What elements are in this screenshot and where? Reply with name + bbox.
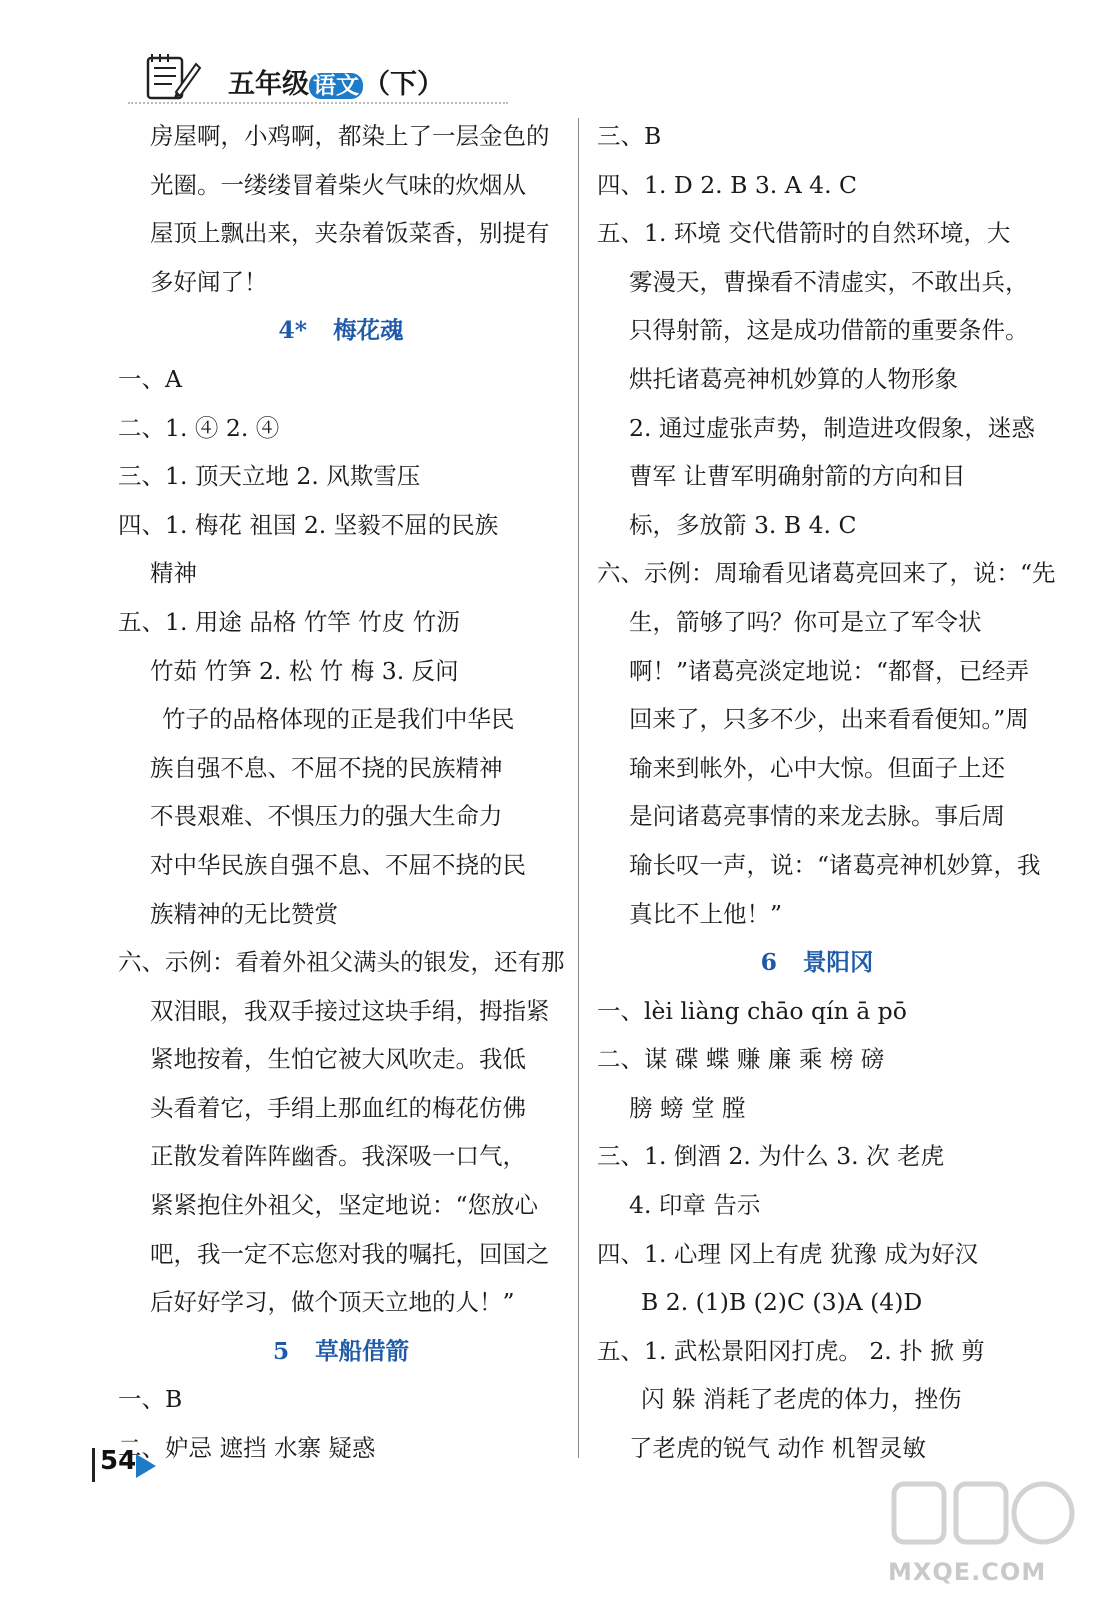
header-volume: （下）: [363, 69, 444, 100]
answer-line: 膀 螃 堂 膛: [629, 1093, 746, 1122]
answer-line: 不畏艰难、不惧压力的强大生命力: [150, 802, 503, 831]
answer-line: 二、谋 碟 蝶 赚 廉 乘 榜 磅: [597, 1045, 885, 1074]
answer-line: 紧紧抱住外祖父，坚定地说：“您放心: [150, 1191, 539, 1220]
answer-line: 4. 印章 告示: [629, 1191, 761, 1220]
answer-line: 屋顶上飘出来，夹杂着饭菜香，别提有: [150, 219, 550, 248]
answer-line: 雾漫天，曹操看不清虚实，不敢出兵，: [629, 267, 1029, 296]
header-rule: [128, 102, 508, 104]
answer-line: 紧地按着，生怕它被大风吹走。我低: [150, 1045, 526, 1074]
answer-line: 族精神的无比赞赏: [150, 899, 338, 928]
answer-line: 光圈。一缕缕冒着柴火气味的炊烟从: [150, 170, 526, 199]
answer-line: 了老虎的锐气 动作 机智灵敏: [629, 1434, 926, 1463]
answer-line: 是问诸葛亮事情的来龙去脉。事后周: [629, 802, 1005, 831]
answer-line: 2. 通过虚张声势，制造进攻假象，迷惑: [629, 413, 1035, 442]
answer-line: 二、妒忌 遮挡 水寨 疑惑: [118, 1434, 376, 1463]
section-title: 草船借箭: [315, 1336, 410, 1365]
answer-line: 六、示例：周瑜看见诸葛亮回来了，说：“先: [597, 559, 1056, 588]
right-column: [597, 112, 1056, 1473]
answer-line: 房屋啊，小鸡啊，都染上了一层金色的: [150, 122, 550, 150]
answer-line: 竹茹 竹笋 2. 松 竹 梅 3. 反问: [150, 656, 459, 685]
answer-line: 真比不上他！”: [629, 899, 783, 928]
header-title: [228, 62, 444, 101]
answer-line: 四、1. 梅花 祖国 2. 坚毅不屈的民族: [118, 510, 499, 539]
answer-line: 族自强不息、不屈不挠的民族精神: [150, 753, 503, 782]
answer-line: 只得射箭，这是成功借箭的重要条件。: [629, 316, 1029, 345]
answer-line: 吧，我一定不忘您对我的嘱托，回国之: [150, 1239, 550, 1268]
page-header: [128, 48, 518, 108]
section-number: 4*: [278, 316, 308, 345]
answer-line: 竹子的品格体现的正是我们中华民: [162, 705, 515, 734]
answer-line: 六、示例：看着外祖父满头的银发，还有那: [118, 948, 565, 977]
column-divider: [578, 118, 579, 1458]
arrow-icon: [136, 1454, 156, 1478]
answer-line: 精神: [150, 559, 197, 588]
answer-line: 后好好学习，做个顶天立地的人！”: [150, 1288, 515, 1317]
page-number: 54: [100, 1446, 137, 1476]
answer-line: B 2. (1)B (2)C (3)A (4)D: [641, 1288, 923, 1317]
answer-line: 三、1. 倒酒 2. 为什么 3. 次 老虎: [597, 1142, 945, 1171]
section-title: 景阳冈: [802, 948, 874, 977]
answer-line: 四、1. 心理 冈上有虎 犹豫 成为好汉: [597, 1239, 979, 1268]
watermark: [888, 1472, 1084, 1590]
answer-line: 回来了，只多不少，出来看看便知。”周: [629, 705, 1029, 734]
section-heading: [118, 1327, 564, 1376]
answer-line: 双泪眼，我双手接过这块手绢，拇指紧: [150, 996, 550, 1025]
answer-line: 瑜来到帐外，心中大惊。但面子上还: [629, 753, 1005, 782]
footer-bar: [92, 1448, 95, 1482]
answer-line: 生，箭够了吗？你可是立了军令状: [629, 607, 982, 636]
section-heading: [118, 306, 564, 355]
answer-line: 二、1. ④ 2. ④: [118, 413, 280, 442]
answer-line: 瑜长叹一声，说：“诸葛亮神机妙算，我: [629, 850, 1041, 879]
answer-line: 正散发着阵阵幽香。我深吸一口气，: [150, 1142, 526, 1171]
answer-line: 烘托诸葛亮神机妙算的人物形象: [629, 364, 958, 393]
answer-line: 一、B: [118, 1385, 183, 1414]
section-heading: [597, 938, 1037, 987]
header-grade: 五年级: [228, 69, 309, 100]
answer-line: 头看着它，手绢上那血红的梅花仿佛: [150, 1093, 526, 1122]
section-number: 5: [272, 1336, 290, 1365]
left-column: [118, 112, 564, 1473]
answer-line: 标，多放箭 3. B 4. C: [629, 510, 857, 539]
answer-line: 曹军 让曹军明确射箭的方向和目: [629, 462, 966, 491]
header-subject-badge: 语文: [309, 73, 363, 99]
answer-line: 四、1. D 2. B 3. A 4. C: [597, 170, 858, 199]
section-title: 梅花魂: [333, 316, 404, 345]
watermark-logo-icon: [888, 1472, 1078, 1556]
answer-line: 啊！”诸葛亮淡定地说：“都督，已经弄: [629, 656, 1030, 685]
answer-line: 一、A: [118, 364, 182, 393]
answer-line: 对中华民族自强不息、不屈不挠的民: [150, 850, 526, 879]
answer-line: 三、1. 顶天立地 2. 风欺雪压: [118, 462, 421, 491]
answer-line: 五、1. 武松景阳冈打虎。 2. 扑 掀 剪: [597, 1336, 985, 1365]
section-number: 6: [760, 948, 777, 977]
watermark-text: MXQE.COM: [888, 1558, 1047, 1586]
answer-line: 三、B: [597, 122, 662, 150]
answer-line: 五、1. 环境 交代借箭时的自然环境，大: [597, 219, 1011, 248]
answer-line: 一、lèi liàng chāo qín ā pō: [597, 996, 907, 1025]
answer-line: 多好闻了！: [150, 267, 268, 296]
notebook-pencil-icon: [142, 52, 204, 102]
answer-line: 闪 躲 消耗了老虎的体力，挫伤: [641, 1385, 962, 1414]
answer-line: 五、1. 用途 品格 竹竿 竹皮 竹沥: [118, 607, 460, 636]
